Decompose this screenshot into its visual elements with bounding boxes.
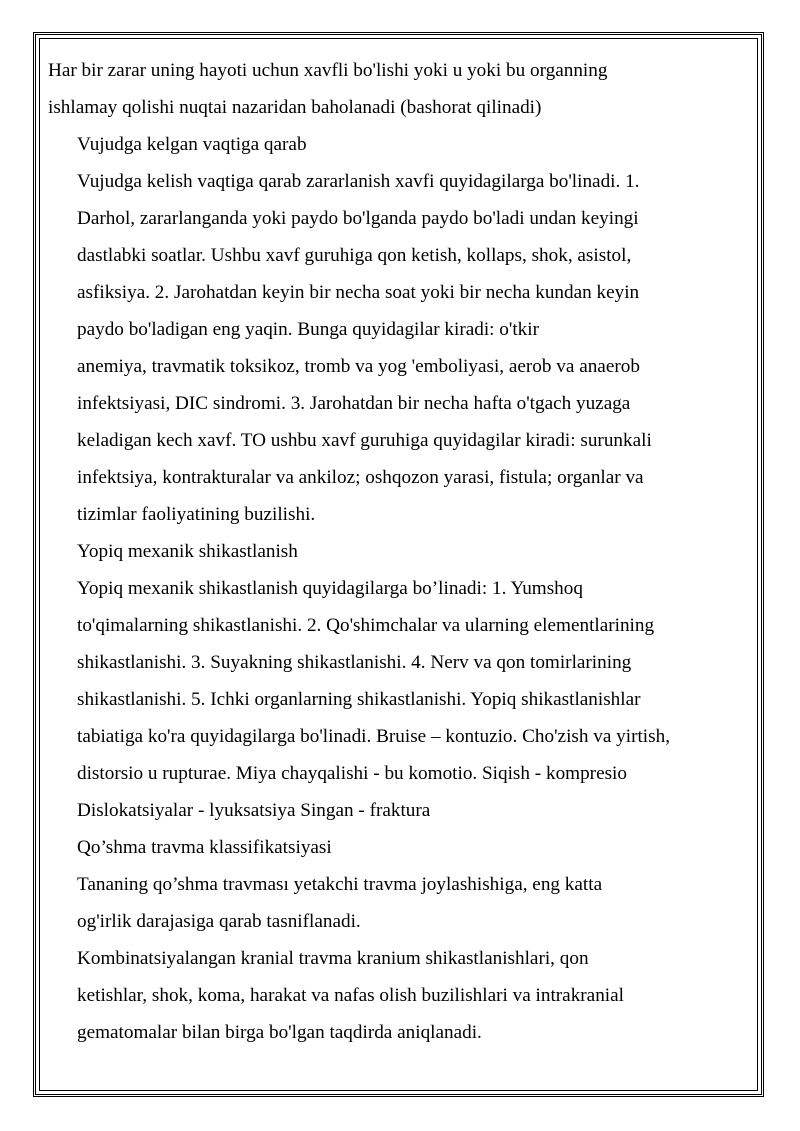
text-line: Tananing qo’shma travması yetakchi travma joylashishiga, eng katta [77, 874, 603, 895]
text-line: Darhol, zararlanganda yoki paydo bo'lganda paydo bo'ladi undan keyingi [77, 208, 639, 229]
text-line: infektsiya, kontrakturalar va ankiloz; oshqozon yarasi, fistula; organlar va [77, 467, 644, 488]
text-line: shikastlanishi. 5. Ichki organlarning shikastlanishi. Yopiq shikastlanishlar [77, 689, 641, 710]
text-line: Vujudga kelish vaqtiga qarab zararlanish xavfi quyidagilarga bo'linadi. 1. [77, 171, 640, 192]
text-line: Kombinatsiyalangan kranial travma kranium shikastlanishlari, qon [77, 948, 589, 969]
paragraph [48, 940, 728, 1051]
text-line: dastlabki soatlar. Ushbu xavf guruhiga qon ketish, kollaps, shok, asistol, [77, 245, 632, 266]
paragraph [48, 52, 728, 126]
text-line: Yopiq mexanik shikastlanish [77, 541, 298, 562]
text-line: keladigan kech xavf. TO ushbu xavf guruhiga quyidagilar kiradi: surunkali [77, 430, 652, 451]
text-line: Har bir zarar uning hayoti uchun xavfli bo'lishi yoki u yoki bu organning [48, 60, 608, 81]
text-line: Vujudga kelgan vaqtiga qarab [77, 134, 307, 155]
text-line: to'qimalarning shikastlanishi. 2. Qo'shimchalar va ularning elementlarining [77, 615, 655, 636]
paragraph [48, 533, 728, 570]
text-line: paydo bo'ladigan eng yaqin. Bunga quyidagilar kiradi: o'tkir [77, 319, 539, 340]
paragraph [48, 163, 728, 533]
text-line: tabiatiga ko'ra quyidagilarga bo'linadi. Bruise – kontuzio. Cho'zish va yirtish, [77, 726, 670, 747]
paragraph [48, 829, 728, 866]
text-line: Qo’shma travma klassifikatsiyasi [77, 837, 332, 858]
paragraph [48, 126, 728, 163]
text-line: ketishlar, shok, koma, harakat va nafas olish buzilishlari va intrakranial [77, 985, 624, 1006]
text-line: anemiya, travmatik toksikoz, tromb va yog 'emboliyasi, aerob va anaerob [77, 356, 640, 377]
text-line: Yopiq mexanik shikastlanish quyidagilarga bo’linadi: 1. Yumshoq [77, 578, 583, 599]
text-line: ishlamay qolishi nuqtai nazaridan baholanadi (bashorat qilinadi) [48, 97, 542, 118]
text-line: og'irlik darajasiga qarab tasniflanadi. [77, 911, 361, 932]
text-line: gematomalar bilan birga bo'lgan taqdirda aniqlanadi. [77, 1022, 482, 1043]
text-line: Dislokatsiyalar - lyuksatsiya Singan - fraktura [77, 800, 431, 821]
text-line: distorsio u rupturae. Miya chayqalishi - bu komotio. Siqish - kompresio [77, 763, 627, 784]
document-body [48, 52, 728, 1051]
text-line: infektsiyasi, DIC sindromi. 3. Jarohatdan bir necha hafta o'tgach yuzaga [77, 393, 631, 414]
paragraph [48, 866, 728, 940]
paragraph [48, 570, 728, 829]
text-line: tizimlar faoliyatining buzilishi. [77, 504, 316, 525]
text-line: asfiksiya. 2. Jarohatdan keyin bir necha soat yoki bir necha kundan keyin [77, 282, 640, 303]
text-line: shikastlanishi. 3. Suyakning shikastlanishi. 4. Nerv va qon tomirlarining [77, 652, 632, 673]
